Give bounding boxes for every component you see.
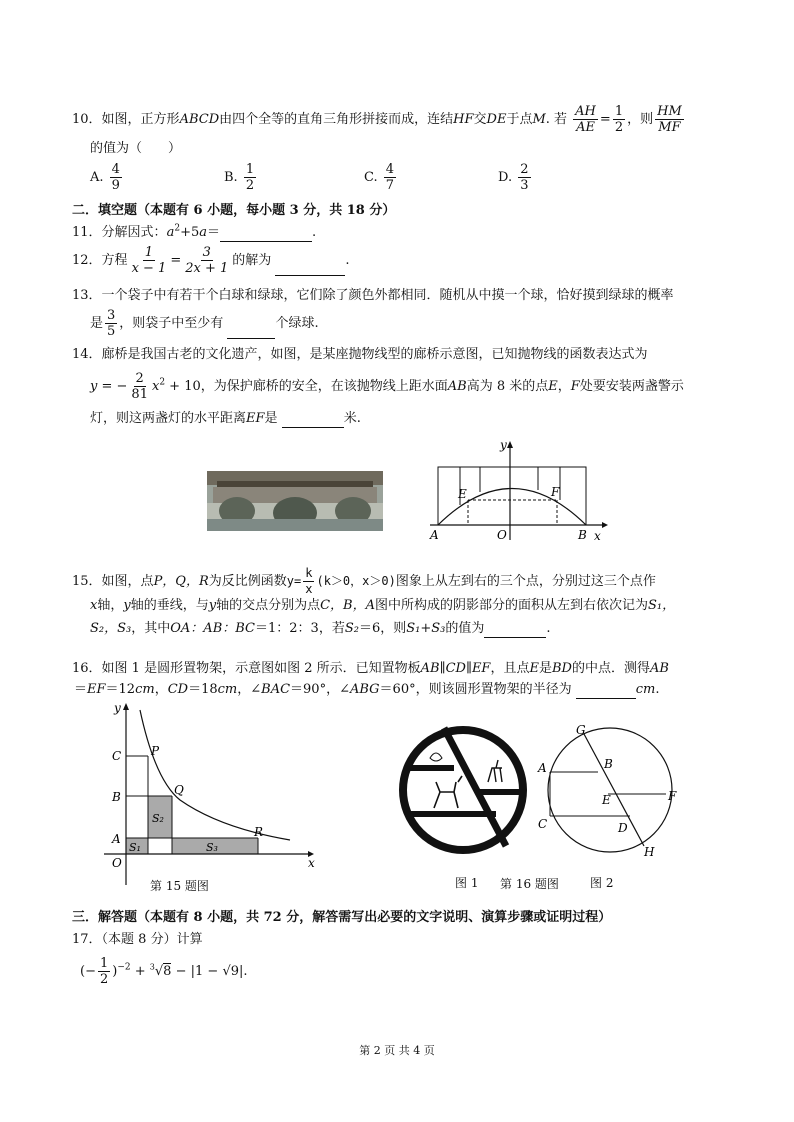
q15-answer-blank[interactable] — [484, 623, 546, 638]
svg-text:C: C — [112, 749, 122, 763]
q15-line3: S₂，S₃，其中OA：AB：BC＝1：2：3，若S₂＝6，则S₁+S₃的值为 . — [90, 621, 551, 636]
q12: 12．方程 $\frac{1}{x - 1}$ = $\frac{3}{2x + 1}$ 的解为 . — [72, 245, 350, 276]
svg-text:F: F — [668, 789, 677, 803]
x-axis-arrow — [602, 522, 608, 528]
section-3-heading: 三．解答题（本题有 8 小题，共 72 分，解答需写出必要的文字说明、演算步骤或证明过程） — [72, 910, 612, 925]
q10-line2: 的值为（ ） — [90, 141, 182, 156]
label-a: A — [430, 528, 439, 542]
figure-16-circle-diagram — [536, 720, 696, 862]
svg-text:O: O — [112, 856, 122, 870]
label-x: x — [594, 529, 601, 543]
q15-line2: x轴，y轴的垂线，与y轴的交点分别为点C，B，A图中所构成的阴影部分的面积从左到右依次记为S₁， — [90, 598, 676, 613]
svg-text:x: x — [308, 856, 315, 870]
q13-line1: 13．一个袋子中有若干个白球和绿球，它们除了颜色外都相同．随机从中摸一个球，恰好摸到绿球的概率 — [72, 288, 674, 303]
label-e: E — [458, 487, 467, 501]
page-footer: 第 2 页 共 4 页 — [359, 1044, 435, 1057]
q14-answer-blank[interactable] — [282, 413, 344, 428]
q10-line1: 10．如图，正方形ABCD由四个全等的直角三角形拼接而成，连结HF交DE于点M. 若 $\frac{AH}{AE}$ = $\frac{1}{2}$ ，则 $\frac{HM}{MF}$ — [72, 104, 682, 135]
figure-16-caption-main: 第 16 题图 — [500, 877, 559, 891]
q13-line2: 是 $\frac{3}{5}$ ，则袋子中至少有 个绿球. — [90, 308, 319, 339]
q14-line1: 14．廊桥是我国古老的文化遗产，如图，是某座抛物线型的廊桥示意图，已知抛物线的函数表达式为 — [72, 347, 648, 362]
figure-16-caption-1: 图 1 — [455, 876, 479, 890]
y-axis-arrow — [507, 441, 513, 448]
figure-16-caption-2: 图 2 — [590, 876, 614, 890]
svg-text:y: y — [114, 701, 121, 715]
q14-line2: y = − $\frac{2}{81}$ $x^2 + 10$，为保护廊桥的安全，在该抛物线上距水面AB高为 8 米的点E，F处要安装两盏警示 — [90, 371, 684, 402]
svg-text:S₁: S₁ — [129, 841, 141, 854]
section-2-heading: 二．填空题（本题有 6 小题，每小题 3 分，共 18 分） — [72, 203, 396, 218]
svg-text:A: A — [112, 832, 121, 846]
svg-text:S₂: S₂ — [152, 812, 164, 825]
label-o: O — [497, 528, 507, 542]
q12-answer-blank[interactable] — [275, 261, 345, 276]
q16-line1: 16．如图 1 是圆形置物架，示意图如图 2 所示．已知置物板AB∥CD∥EF，且点E是BD的中点．测得AB — [72, 661, 669, 676]
q16-line2: ＝EF＝12cm，CD＝18cm，∠BAC＝90°，∠ABG＝60°，则该圆形置物架的半径为 cm. — [74, 682, 660, 697]
svg-text:B: B — [112, 790, 121, 804]
q17-line1: 17．（本题 8 分）计算 — [72, 932, 203, 947]
label-b: B — [578, 528, 587, 542]
svg-text:Q: Q — [174, 783, 184, 797]
q11: 11．分解因式：$a^2+5a=$ . — [72, 223, 317, 240]
svg-text:E: E — [602, 793, 611, 807]
label-y: y — [500, 438, 507, 452]
q15-line1: 15．如图，点P，Q，R为反比例函数y= $\frac{k}{x}$ (k＞0，x＞0)图象上从左到右的三个点，分别过这三个点作 — [72, 566, 656, 596]
bridge-photo — [207, 471, 383, 531]
q17-expression: (− $\frac{1}{2}$ )$^{-2}$ + $^3$√8 − |1 − √9|. — [80, 956, 248, 987]
q14-line3: 灯，则这两盏灯的水平距离EF是 米. — [90, 411, 361, 426]
q13-answer-blank[interactable] — [227, 324, 275, 339]
svg-text:R: R — [254, 825, 264, 839]
svg-text:A: A — [538, 761, 547, 775]
svg-text:D: D — [618, 821, 628, 835]
svg-text:S₃: S₃ — [206, 841, 218, 854]
svg-text:P: P — [151, 744, 160, 758]
q11-answer-blank[interactable] — [220, 227, 312, 242]
q10-option-a: A. $\frac{4}{9}$ — [90, 162, 120, 193]
svg-text:H: H — [644, 845, 655, 859]
svg-text:C: C — [538, 817, 548, 831]
svg-text:G: G — [576, 723, 586, 737]
ratio-ah-ae: $\frac{AH}{AE}$ — [575, 104, 596, 135]
ratio-half: $\frac{1}{2}$ — [614, 104, 624, 135]
figure-16-shelf-illustration — [396, 718, 536, 868]
q10-option-b: B. $\frac{1}{2}$ — [224, 162, 255, 193]
ratio-hm-mf: $\frac{HM}{MF}$ — [657, 104, 682, 135]
svg-text:B: B — [604, 757, 613, 771]
label-f: F — [551, 485, 560, 499]
figure-15-inverse-proportion — [100, 700, 330, 895]
q16-answer-blank[interactable] — [576, 684, 636, 699]
figure-14-bridge-diagram — [420, 432, 610, 544]
figure-15-caption: 第 15 题图 — [150, 879, 209, 893]
q10-option-d: D. $\frac{2}{3}$ — [498, 162, 529, 193]
q10-option-c: C. $\frac{4}{7}$ — [364, 162, 395, 193]
